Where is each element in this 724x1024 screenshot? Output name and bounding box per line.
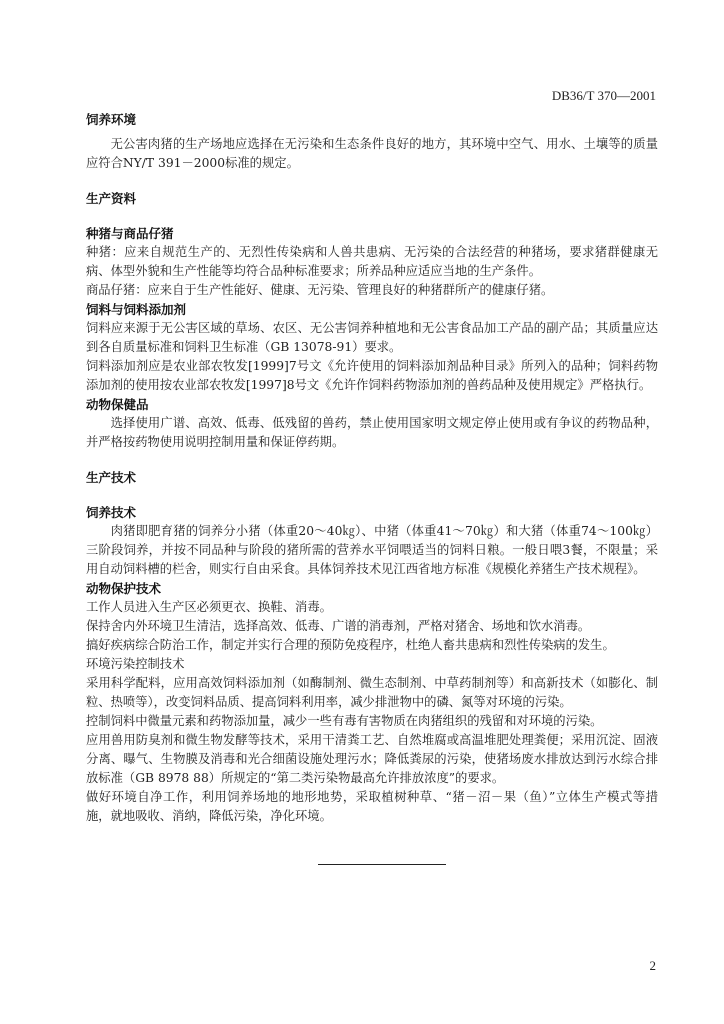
end-rule <box>318 864 446 865</box>
paragraph: 搞好疾病综合防治工作，制定并实行合理的预防免疫程序，杜绝人畜共患病和烈性传染病的发生。 <box>86 638 615 652</box>
paragraph: 应用兽用防臭剂和微生物发酵等技术，采用干清粪工艺、自然堆腐或高温堆肥处理粪便；采用沉淀、固液分离、曝气、生物膜及消毒和光合细菌设施处理污水；降低粪尿的污染，使猪场废水排放达到污水综合排放标准（GB 8978 88）所规定的“第二类污染物最高允许排放浓度”的要求。 <box>86 733 658 785</box>
document-body <box>86 110 658 826</box>
standard-code: DB36/T 370—2001 <box>551 88 656 103</box>
paragraph: 肉猪即肥育猪的饲养分小猪（体重20～40㎏）、中猪（体重41～70㎏）和大猪（体重74～100㎏）三阶段饲养，并按不同品种与阶段的猪所需的营养水平饲喂适当的饲料日粮。一般日喂3餐，不限量；采用自动饲料槽的栏舍，则实行自由采食。具体饲养技术见江西省地方标准《规模化养猪生产技术规程》。 <box>86 524 658 576</box>
paragraph: 做好环境自净工作，利用饲养场地的地形地势，采取植树种草、“猪－沼－果（鱼）”立体生产模式等措施，就地吸收、消纳，降低污染，净化环境。 <box>86 790 658 823</box>
paragraph: 选择使用广谱、高效、低毒、低残留的兽药，禁止使用国家明文规定停止使用或有争议的药物品种，并严格按药物使用说明控制用量和保证停药期。 <box>86 416 658 449</box>
subsection-heading: 动物保健品 <box>86 397 149 412</box>
section-heading: 生产技术 <box>86 470 137 485</box>
subsection-heading: 饲养技术 <box>86 505 137 520</box>
subsection-heading: 饲料与饲料添加剂 <box>86 302 187 317</box>
paragraph: 种猪：应来自规范生产的、无烈性传染病和人兽共患病、无污染的合法经营的种猪场，要求猪群健康无病、体型外貌和生产性能等均符合品种标准要求；所养品种应适应当地的生产条件。 <box>86 245 658 278</box>
paragraph: 采用科学配料，应用高效饲料添加剂（如酶制剂、微生态制剂、中草药制剂等）和高新技术（如膨化、制粒、热喷等），改变饲料品质、提高饲料利用率，减少排泄物中的磷、氮等对环境的污染。 <box>86 676 658 709</box>
paragraph: 饲料应来源于无公害区域的草场、农区、无公害饲养种植地和无公害食品加工产品的副产品；其质量应达到各自质量标准和饲料卫生标准（GB 13078-91）要求。 <box>86 321 658 354</box>
paragraph: 商品仔猪：应来自于生产性能好、健康、无污染、管理良好的种猪群所产的健康仔猪。 <box>86 283 554 297</box>
paragraph: 保持舍内外环境卫生清洁，选择高效、低毒、广谱的消毒剂，严格对猪舍、场地和饮水消毒。 <box>86 619 591 633</box>
subsection-heading: 动物保护技术 <box>86 581 162 596</box>
paragraph: 控制饲料中微量元素和药物添加量，减少一些有毒有害物质在肉猪组织的残留和对环境的污染。 <box>86 714 603 728</box>
page-number: 2 <box>649 958 656 973</box>
subsection-heading: 种猪与商品仔猪 <box>86 226 174 241</box>
paragraph: 无公害肉猪的生产场地应选择在无污染和生态条件良好的地方，其环境中空气、用水、土壤等的质量应符合NY/T 391－2000标准的规定。 <box>86 137 658 170</box>
section-heading: 生产资料 <box>86 191 137 206</box>
subsection-heading: 环境污染控制技术 <box>86 657 185 671</box>
section-heading: 饲养环境 <box>86 112 137 127</box>
paragraph: 饲料添加剂应是农业部农牧发[1999]7号文《允许使用的饲料添加剂品种目录》所列入的品种；饲料药物添加剂的使用按农业部农牧发[1997]8号文《允许作饲料药物添加剂的兽药品种及使用规定》严格执行。 <box>86 359 658 392</box>
paragraph: 工作人员进入生产区必须更衣、换鞋、消毒。 <box>86 600 332 614</box>
